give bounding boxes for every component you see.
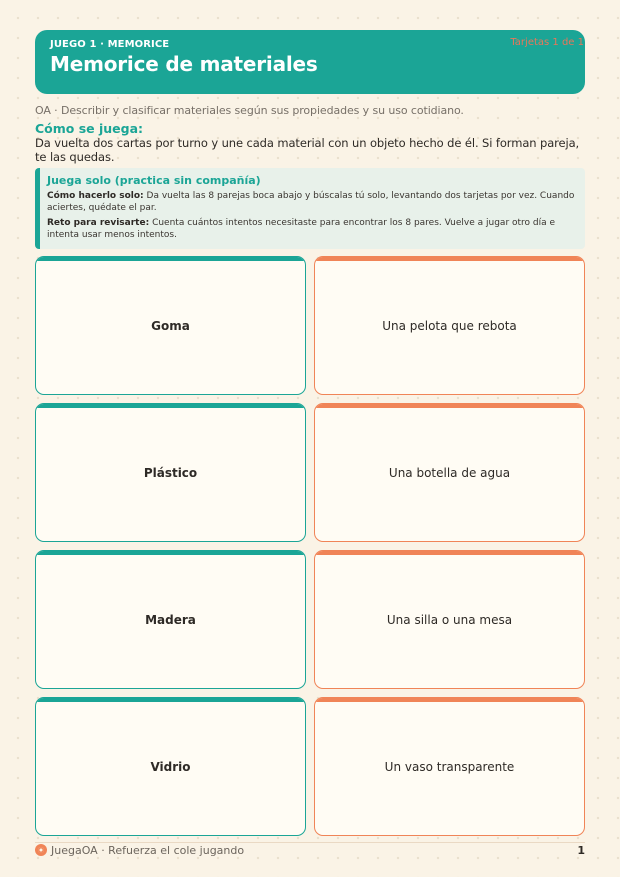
object-label: Una silla o una mesa <box>386 612 513 627</box>
object-card[interactable] <box>314 403 585 542</box>
material-label: Plástico <box>143 465 198 480</box>
material-label: Madera <box>145 612 196 627</box>
material-label: Vidrio <box>150 759 191 774</box>
footer-divider <box>35 842 585 843</box>
material-card[interactable] <box>35 256 306 395</box>
solo-play-box <box>35 168 585 249</box>
how-to-play-text: Da vuelta dos cartas por turno y une cada material con un objeto hecho de él. Si forman pareja, te las quedas. <box>35 136 580 164</box>
game-header <box>35 30 585 94</box>
solo-how <box>47 190 575 214</box>
footer-brand: JuegaOA · Refuerza el cole jugando <box>51 844 245 857</box>
page-number: 1 <box>577 844 585 857</box>
solo-how-text: Da vuelta las 8 parejas boca abajo y búscalas tú solo, levantando dos tarjetas por vez. Cuando aciertes, quédate el par. <box>47 191 575 213</box>
object-card[interactable] <box>314 550 585 689</box>
page-title: Memorice de materiales <box>50 52 318 76</box>
solo-challenge-label: Reto para revisarte: <box>47 218 150 228</box>
page-footer <box>35 844 585 858</box>
learning-objective: OA · Describir y clasificar materiales según sus propiedades y su uso cotidiano. <box>35 104 464 117</box>
object-label: Un vaso transparente <box>384 759 515 774</box>
how-to-play-title: Cómo se juega: <box>35 121 144 136</box>
object-label: Una botella de agua <box>388 465 511 480</box>
game-kicker: JUEGO 1 · MEMORICE <box>50 39 170 50</box>
solo-challenge <box>47 217 575 241</box>
object-label: Una pelota que rebota <box>382 318 517 333</box>
solo-challenge-text: Cuenta cuántos intentos necesitaste para encontrar los 8 pares. Vuelve a jugar otro día e intenta usar menos intentos. <box>47 218 556 240</box>
material-card[interactable] <box>35 550 306 689</box>
material-card[interactable] <box>35 403 306 542</box>
material-label: Goma <box>151 318 190 333</box>
object-card[interactable] <box>314 697 585 836</box>
solo-how-label: Cómo hacerlo solo: <box>47 191 144 201</box>
solo-title: Juega solo (practica sin compañía) <box>47 174 261 187</box>
object-card[interactable] <box>314 256 585 395</box>
target-icon <box>35 844 47 856</box>
cards-tag: Tarjetas 1 de 1 <box>510 37 584 48</box>
material-card[interactable] <box>35 697 306 836</box>
